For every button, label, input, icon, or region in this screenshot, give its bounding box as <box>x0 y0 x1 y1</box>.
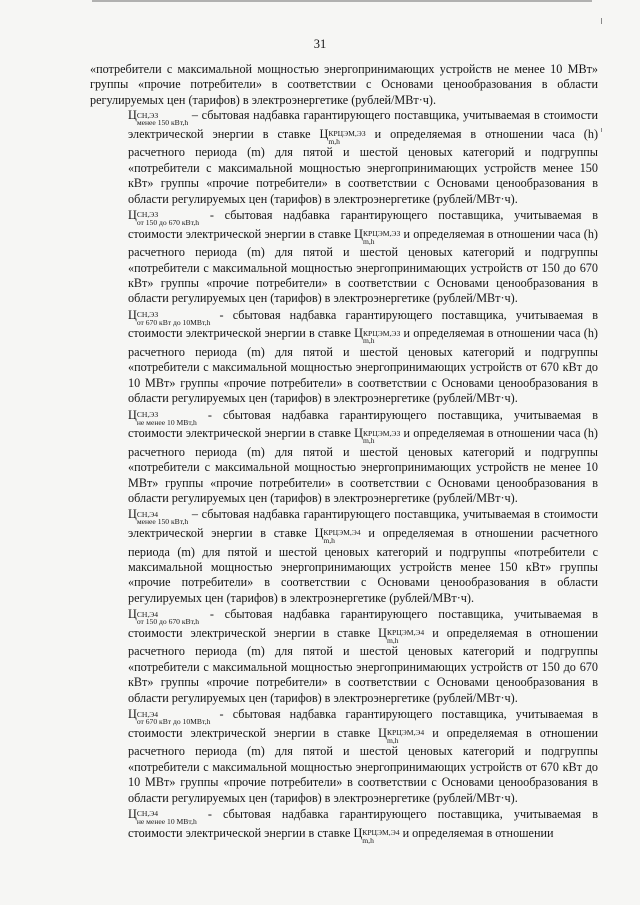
symbol-subscript: m,h <box>362 336 375 346</box>
symbol-base: Ц <box>319 126 329 141</box>
symbol-superscript: СН,ЭЗ <box>136 210 159 220</box>
symbol-base: Ц <box>354 226 363 241</box>
definition-paragraph <box>90 507 598 606</box>
rate-symbol <box>354 326 401 346</box>
symbol-base: Ц <box>314 526 324 541</box>
symbol-superscript: КРЦЭМ,ЭЗ <box>362 229 401 239</box>
symbol-base: Ц <box>378 625 387 640</box>
symbol-superscript: КРЦЭМ,ЭЗ <box>362 328 401 338</box>
definition-list <box>90 108 598 844</box>
symbol-subscript: от 150 до 670 кВт,h <box>136 218 200 228</box>
term-symbol <box>128 607 200 627</box>
symbol-subscript: не менее 10 МВт,h <box>136 816 197 826</box>
symbol-base: Ц <box>354 426 363 441</box>
symbol-base: Ц <box>128 806 137 821</box>
symbol-subscript: менее 150 кВт,h <box>136 517 189 527</box>
scan-top-edge <box>92 0 592 6</box>
rate-symbol <box>354 226 401 246</box>
definition-paragraph <box>90 108 598 207</box>
symbol-base: Ц <box>128 307 137 322</box>
definition-text: - сбытовая надбавка гарантирующего поставщика, учитываемая в стоимости электрической энергии в ставке <box>128 607 598 640</box>
symbol-subscript: m,h <box>362 835 374 845</box>
term-symbol <box>128 208 200 228</box>
document-body <box>90 62 598 844</box>
symbol-subscript: от 150 до 670 кВт,h <box>136 617 200 627</box>
term-symbol <box>128 307 211 327</box>
definition-text-continued: и определяемая в отношении расчетного периода (m) для пятой и шестой ценовых категорий и подгруппы «потребители с максимальной мощностью энергопринимающих устройств от 670 кВт до 10 МВт» группы «прочие потребители» в соответствии с Основами ценообразования в области регулируемых цен (тарифов) в электроэнергетике (рублей/МВт·ч). <box>128 725 598 805</box>
rate-symbol <box>319 126 366 146</box>
definition-paragraph <box>90 208 598 307</box>
symbol-superscript: КРЦЭМ,Э4 <box>323 528 361 538</box>
symbol-base: Ц <box>128 407 137 422</box>
symbol-subscript: m,h <box>386 735 399 745</box>
term-symbol <box>128 707 211 727</box>
symbol-superscript: СН,ЭЗ <box>136 310 159 320</box>
definition-paragraph <box>90 807 598 844</box>
term-symbol <box>128 507 189 527</box>
symbol-subscript: m,h <box>386 635 399 645</box>
scan-edge-mark <box>601 18 602 24</box>
continuation-paragraph: «потребители с максимальной мощностью энергопринимающих устройств не менее 10 МВт» группы «прочие потребители» в соответствии с Основами ценообразования в области регулируемых цен (тарифов) в электроэнергетике (рублей/МВт·ч). <box>90 62 598 107</box>
symbol-superscript: СН,Э4 <box>136 509 159 519</box>
term-symbol <box>128 407 197 427</box>
definition-text: – сбытовая надбавка гарантирующего поставщика, учитываемая в стоимости электрической энергии в ставке <box>128 507 598 541</box>
symbol-subscript: от 670 кВт до 10МВт,h <box>136 717 211 727</box>
symbol-subscript: m,h <box>323 536 335 546</box>
symbol-base: Ц <box>353 825 363 840</box>
symbol-subscript: m,h <box>362 436 375 446</box>
rate-symbol <box>354 426 401 446</box>
definition-paragraph <box>90 308 598 407</box>
definition-text-continued: и определяемая в отношении расчетного периода (m) для пятой и шестой ценовых категорий и подгруппы «потребители с максимальной мощностью энергопринимающих устройств от 150 до 670 кВт» группы «прочие потребители» в соответствии с Основами ценообразования в области регулируемых цен (тарифов) в электроэнергетике (рублей/МВт·ч). <box>128 625 598 705</box>
definition-paragraph <box>90 607 598 706</box>
definition-text-continued: и определяемая в отношении часа (h) расчетного периода (m) для пятой и шестой ценовых категорий и подгруппы «потребители с максимальной мощностью энергопринимающих устройств менее 150 кВт» группы «прочие потребители» в соответствии с Основами ценообразования в области регулируемых цен (тарифов) в электроэнергетике (рублей/МВт·ч). <box>128 126 599 206</box>
rate-symbol <box>353 825 400 845</box>
definition-text-continued: и определяемая в отношении часа (h) расчетного периода (m) для пятой и шестой ценовых категорий и подгруппы «потребители с максимальной мощностью энергопринимающих устройств от 150 до 670 кВт» группы «прочие потребители» в соответствии с Основами ценообразования в области регулируемых цен (тарифов) в электроэнергетике (рублей/МВт·ч). <box>128 226 598 306</box>
symbol-base: Ц <box>128 707 137 722</box>
definition-text: - сбытовая надбавка гарантирующего поставщика, учитываемая в стоимости электрической энергии в ставке <box>128 407 598 441</box>
rate-symbol <box>378 625 425 645</box>
definition-text-continued: и определяемая в отношении часа (h) расчетного периода (m) для пятой и шестой ценовых категорий и подгруппы «потребители с максимальной мощностью энергопринимающих устройств не менее 10 МВт» группы «прочие потребители» в соответствии с Основами ценообразования в области регулируемых цен (тарифов) в электроэнергетике (рублей/МВт·ч). <box>128 426 598 506</box>
definition-text-continued: и определяемая в отношении <box>399 825 554 840</box>
page-number: 31 <box>313 37 327 51</box>
symbol-superscript: СН,ЭЗ <box>136 410 159 420</box>
symbol-superscript: СН,Э4 <box>136 709 159 719</box>
definition-paragraph <box>90 408 598 507</box>
symbol-base: Ц <box>128 507 137 522</box>
scan-edge-mark <box>601 128 602 132</box>
term-symbol <box>128 806 197 826</box>
definition-paragraph <box>90 707 598 806</box>
definition-text: - сбытовая надбавка гарантирующего поставщика, учитываемая в стоимости электрической энергии в ставке <box>128 806 598 840</box>
rate-symbol <box>314 526 361 546</box>
symbol-base: Ц <box>128 108 137 123</box>
symbol-subscript: от 670 кВт до 10МВт,h <box>136 317 211 327</box>
symbol-superscript: КРЦЭМ,ЭЗ <box>328 129 366 139</box>
rate-symbol <box>378 725 425 745</box>
definition-text-continued: и определяемая в отношении часа (h) расчетного периода (m) для пятой и шестой ценовых категорий и подгруппы «потребители с максимальной мощностью энергопринимающих устройств от 670 кВт до 10 МВт» группы «прочие потребители» в соответствии с Основами ценообразования в области регулируемых цен (тарифов) в электроэнергетике (рублей/МВт·ч). <box>128 326 598 406</box>
symbol-subscript: не менее 10 МВт,h <box>136 417 197 427</box>
symbol-superscript: КРЦЭМ,Э4 <box>386 728 425 738</box>
symbol-base: Ц <box>128 607 137 622</box>
symbol-base: Ц <box>128 208 137 223</box>
definition-text: – сбытовая надбавка гарантирующего поставщика, учитываемая в стоимости электрической энергии в ставке <box>128 108 598 141</box>
term-symbol <box>128 108 189 128</box>
symbol-superscript: КРЦЭМ,ЭЗ <box>362 428 401 438</box>
definition-text: - сбытовая надбавка гарантирующего поставщика, учитываемая в стоимости электрической энергии в ставке <box>128 307 598 341</box>
definition-text: - сбытовая надбавка гарантирующего поставщика, учитываемая в стоимости электрической энергии в ставке <box>128 208 598 241</box>
definition-text: - сбытовая надбавка гарантирующего поставщика, учитываемая в стоимости электрической энергии в ставке <box>128 707 598 740</box>
symbol-superscript: КРЦЭМ,Э4 <box>386 628 425 638</box>
symbol-subscript: m,h <box>328 136 340 146</box>
symbol-subscript: m,h <box>362 236 375 246</box>
definition-text-continued: и определяемая в отношении расчетного периода (m) для пятой и шестой ценовых категорий и подгруппы «потребители с максимальной мощностью энергопринимающих устройств менее 150 кВт» группы «прочие потребители» в соответствии с Основами ценообразования в области регулируемых цен (тарифов) в электроэнергетике (рублей/МВт·ч). <box>128 526 599 605</box>
symbol-subscript: менее 150 кВт,h <box>136 118 189 128</box>
symbol-base: Ц <box>354 326 363 341</box>
symbol-base: Ц <box>378 725 387 740</box>
symbol-superscript: КРЦЭМ,Э4 <box>362 827 400 837</box>
symbol-superscript: СН,Э4 <box>136 809 159 819</box>
symbol-superscript: СН,Э4 <box>136 609 159 619</box>
symbol-superscript: СН,ЭЗ <box>136 110 159 120</box>
